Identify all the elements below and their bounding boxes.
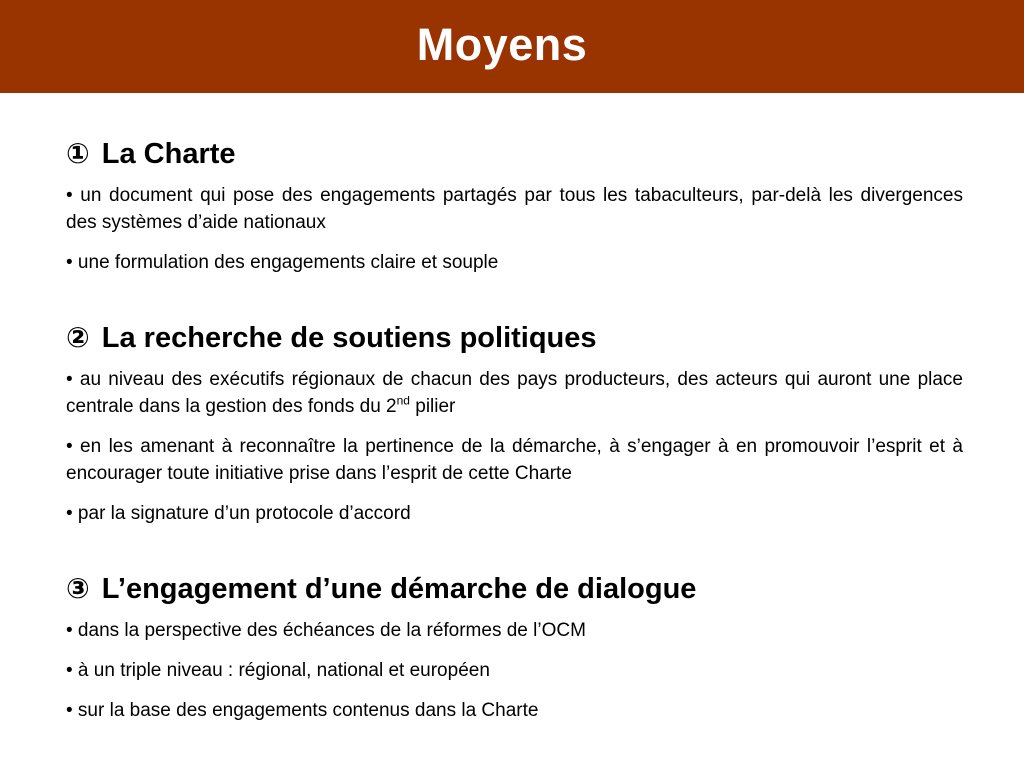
bullet-item: • un document qui pose des engagements partagés par tous les tabaculteurs, par-delà les divergences des systèmes d’aide nationaux — [66, 185, 963, 233]
bullet-text: pilier — [409, 396, 456, 417]
section-heading — [66, 569, 963, 609]
section-heading — [66, 134, 963, 174]
section-charte — [66, 134, 963, 276]
section-title: L’engagement d’une démarche de dialogue — [101, 573, 697, 605]
slide-header — [0, 0, 1024, 93]
section-number: ② — [66, 322, 90, 353]
bullet-item: • dans la perspective des échéances de la réformes de l’OCM — [66, 620, 586, 641]
section-dialogue — [66, 569, 963, 724]
section-number: ③ — [66, 573, 90, 604]
bullet-item: • une formulation des engagements claire et souple — [66, 252, 499, 273]
section-number: ① — [66, 138, 90, 169]
superscript: nd — [396, 393, 410, 408]
slide-title: Moyens — [416, 18, 588, 70]
section-heading — [66, 318, 963, 358]
bullet-item: • à un triple niveau : régional, national et européen — [66, 660, 490, 681]
bullet-item: • par la signature d’un protocole d’accord — [66, 503, 411, 524]
slide-body — [66, 134, 963, 724]
bullet-item: • sur la base des engagements contenus dans la Charte — [66, 700, 539, 721]
section-title: La Charte — [101, 138, 236, 170]
bullet-text: • au niveau des exécutifs régionaux de chacun des pays producteurs, des acteurs qui auront une place centrale dans la gestion des fonds du 2 — [66, 369, 963, 417]
bullet-item: • en les amenant à reconnaître la pertinence de la démarche, à s’engager à en promouvoir l’esprit et à encourager toute initiative prise dans l’esprit de cette Charte — [66, 436, 963, 484]
bullet-item — [66, 366, 963, 420]
section-soutiens-politiques — [66, 318, 963, 527]
section-title: La recherche de soutiens politiques — [101, 322, 597, 354]
